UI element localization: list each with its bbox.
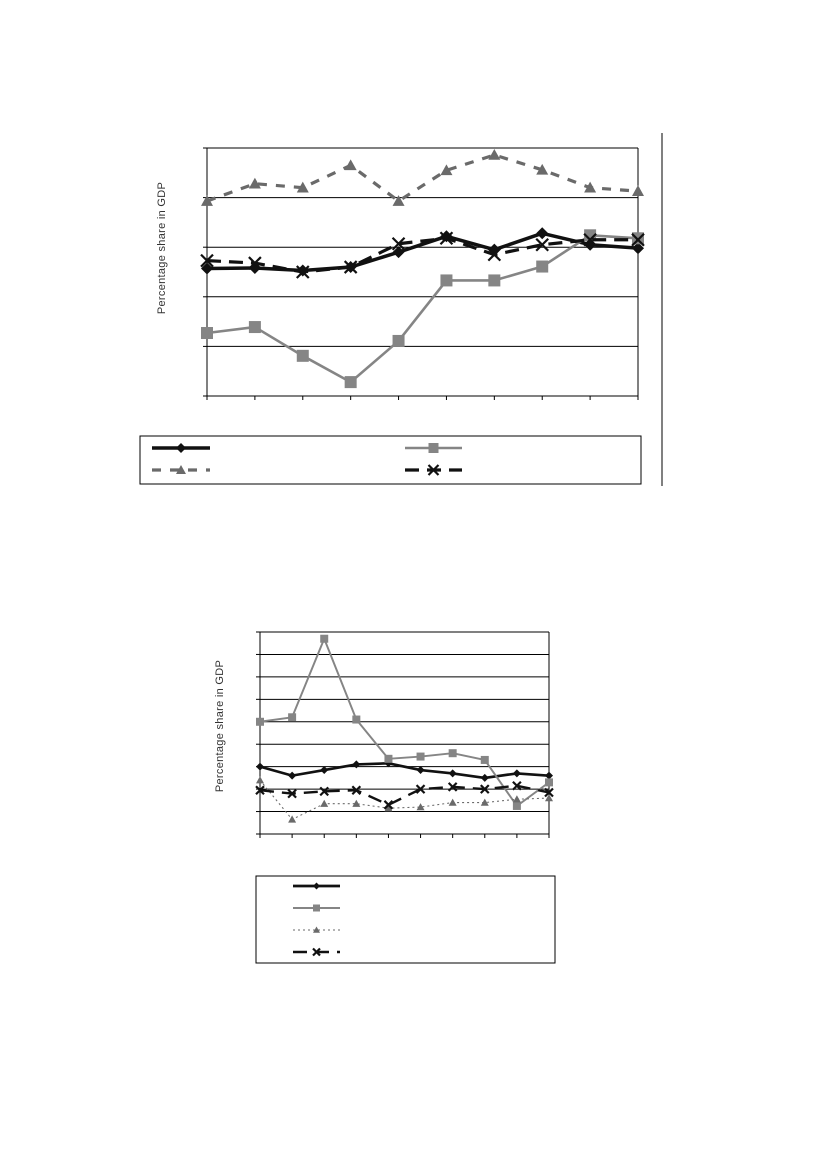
chart-1-series-1-point xyxy=(536,227,548,239)
chart-1-series-2-point xyxy=(297,350,309,362)
chart-2-series-1-point xyxy=(288,772,296,780)
chart-1-legend-box xyxy=(140,436,641,484)
chart-1-series-3-point xyxy=(488,149,500,160)
chart-2-series-2-point xyxy=(288,713,296,721)
chart-1-series-2-point xyxy=(201,327,213,339)
chart-1-series-2-point xyxy=(488,274,500,286)
chart-2-series-2-point xyxy=(513,802,521,810)
chart-1-legend-marker-2 xyxy=(429,443,439,453)
chart-2-series-2-point xyxy=(417,753,425,761)
chart-1-series-3-point xyxy=(632,185,644,196)
chart-2-series-1-point xyxy=(352,760,360,768)
chart-2-legend-box xyxy=(256,876,555,963)
chart-2-series-1-point xyxy=(481,774,489,782)
chart-1-series-3-point xyxy=(345,159,357,170)
chart-1 xyxy=(140,133,662,486)
chart-2-series-1-point xyxy=(320,766,328,774)
chart-2-series-3-point xyxy=(513,795,521,802)
chart-1-series-3-line xyxy=(207,155,638,201)
chart-2-series-2-point xyxy=(320,635,328,643)
chart-1-y-axis-label: Percentage share in GDP xyxy=(156,181,168,315)
chart-2-legend-marker-1 xyxy=(313,883,320,890)
chart-2-series-1-point xyxy=(256,763,264,771)
chart-2-series-2-point xyxy=(481,756,489,764)
chart-1-series-2-point xyxy=(536,261,548,273)
chart-2-series-2-line xyxy=(260,639,549,806)
chart-2-series-1-point xyxy=(449,769,457,777)
chart-1-legend-marker-1 xyxy=(176,443,186,453)
chart-2-legend-marker-2 xyxy=(313,905,320,912)
chart-2 xyxy=(214,632,555,963)
chart-1-series-2-point xyxy=(345,376,357,388)
chart-2-series-1-line xyxy=(260,763,549,778)
chart-2-series-1-point xyxy=(513,769,521,777)
chart-1-series-2-point xyxy=(249,321,261,333)
chart-2-y-axis-label: Percentage share in GDP xyxy=(214,659,226,793)
chart-2-series-3-point xyxy=(449,799,457,806)
chart-1-series-1-line xyxy=(207,233,638,270)
chart-2-series-2-point xyxy=(256,718,264,726)
chart-2-series-3-point xyxy=(256,776,264,783)
chart-2-series-2-point xyxy=(449,749,457,757)
chart-2-series-2-point xyxy=(545,778,553,786)
chart-2-series-3-point xyxy=(320,800,328,807)
chart-2-series-1-point xyxy=(417,766,425,774)
chart-1-series-2-point xyxy=(393,335,405,347)
chart-2-series-2-point xyxy=(384,755,392,763)
chart-2-series-2-point xyxy=(352,716,360,724)
chart-1-series-2-point xyxy=(440,274,452,286)
chart-1-series-2-line xyxy=(207,235,638,382)
